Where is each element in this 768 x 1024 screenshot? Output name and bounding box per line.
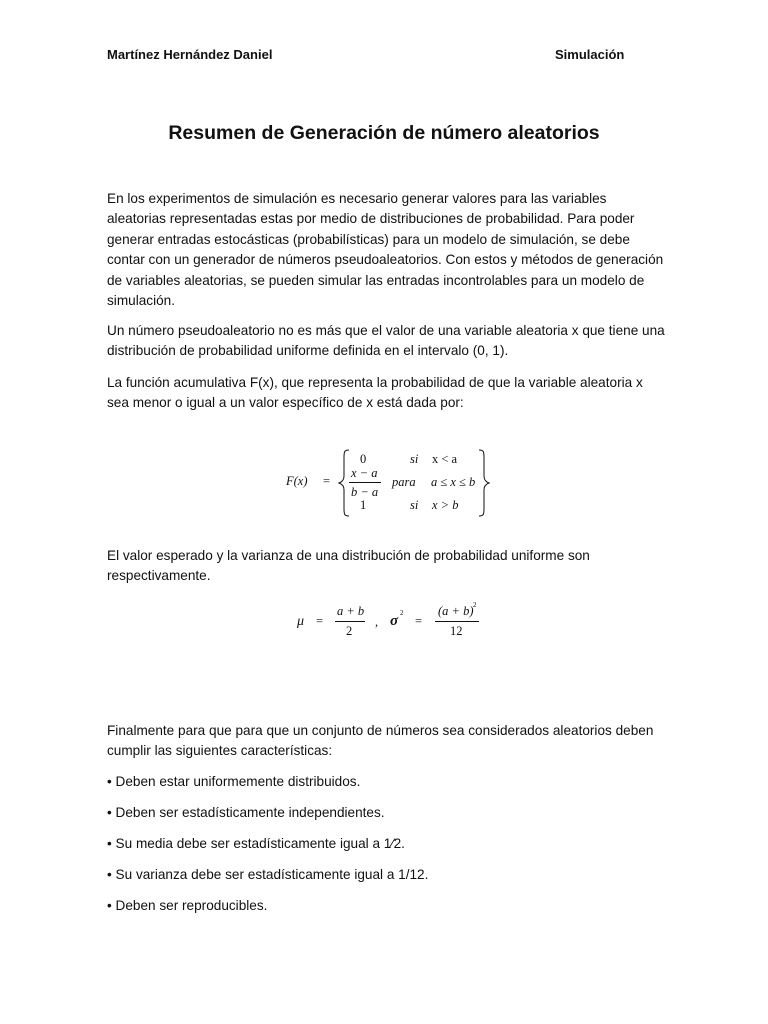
cdf-row2-numerator: x − a	[351, 466, 378, 480]
cdf-row2-cond: a ≤ x ≤ b	[431, 475, 476, 489]
cdf-equals: =	[323, 474, 331, 488]
cdf-right-brace	[476, 448, 490, 518]
cdf-row1-value: 0	[360, 452, 367, 466]
list-item: • Su media debe ser estadísticamente igual a 1⁄2.	[107, 836, 405, 851]
variance-denominator: 12	[450, 624, 463, 638]
header-subject: Simulación	[555, 47, 625, 62]
list-item: • Deben estar uniformemente distribuidos.	[107, 774, 361, 789]
cdf-row2-word: para	[392, 475, 416, 489]
header-author: Martínez Hernández Daniel	[107, 47, 273, 62]
variance-numerator: (a + b)	[438, 604, 474, 618]
mean-numerator: a + b	[337, 604, 365, 618]
list-item: • Deben ser reproducibles.	[107, 898, 268, 913]
variance-numerator-exponent: 2	[473, 601, 477, 609]
variance-fraction-bar	[435, 621, 479, 622]
paragraph-moments-intro: El valor esperado y la varianza de una distribución de probabilidad uniforme son respectivamente.	[107, 548, 590, 584]
variance-symbol: σ	[390, 613, 399, 629]
mean-equals: =	[316, 614, 324, 628]
formula-separator: ,	[375, 615, 379, 629]
cdf-row1-word: si	[410, 452, 419, 466]
cdf-left-brace	[338, 448, 352, 518]
cdf-row1-cond: x < a	[432, 452, 458, 466]
cdf-row3-word: si	[410, 498, 419, 512]
paragraph-intro: En los experimentos de simulación es necesario generar valores para las variables aleatorias representadas estas por medio de distribuciones de probabilidad. Para poder generar entradas estocásticas (probabilísticas) para un modelo de simulación, se debe contar con un generador de números pseudoaleatorios. Con estos y métodos de generación de variables aleatorias, se pueden simular las entradas incontrolables para un modelo de simulación.	[107, 191, 664, 309]
mean-symbol: μ	[297, 614, 305, 629]
cdf-row3-value: 1	[360, 498, 367, 512]
paragraph-cdf-intro: La función acumulativa F(x), que representa la probabilidad de que la variable aleatoria x sea menor o igual a un valor específico de x está dada por:	[107, 375, 643, 411]
variance-equals: =	[415, 614, 423, 628]
cdf-row2-denominator: b − a	[351, 485, 379, 499]
cdf-row3-cond: x > b	[432, 498, 459, 512]
mean-denominator: 2	[346, 624, 353, 638]
paragraph-pseudorandom-definition: Un número pseudoaleatorio no es más que el valor de una variable aleatoria x que tiene una distribución de probabilidad uniforme definida en el intervalo (0, 1).	[107, 323, 665, 359]
paragraph-conditions-intro: Finalmente para que para que un conjunto de números sea considerados aleatorios deben cumplir las siguientes características:	[107, 723, 654, 759]
list-item: • Su varianza debe ser estadísticamente igual a 1/12.	[107, 867, 429, 882]
variance-exponent: 2	[400, 609, 404, 617]
document-title: Resumen de Generación de número aleatorios	[168, 122, 600, 144]
cdf-lhs: F(x)	[286, 474, 308, 488]
cdf-fraction-bar	[349, 482, 381, 483]
mean-fraction-bar	[335, 621, 365, 622]
list-item: • Deben ser estadísticamente independientes.	[107, 805, 385, 820]
